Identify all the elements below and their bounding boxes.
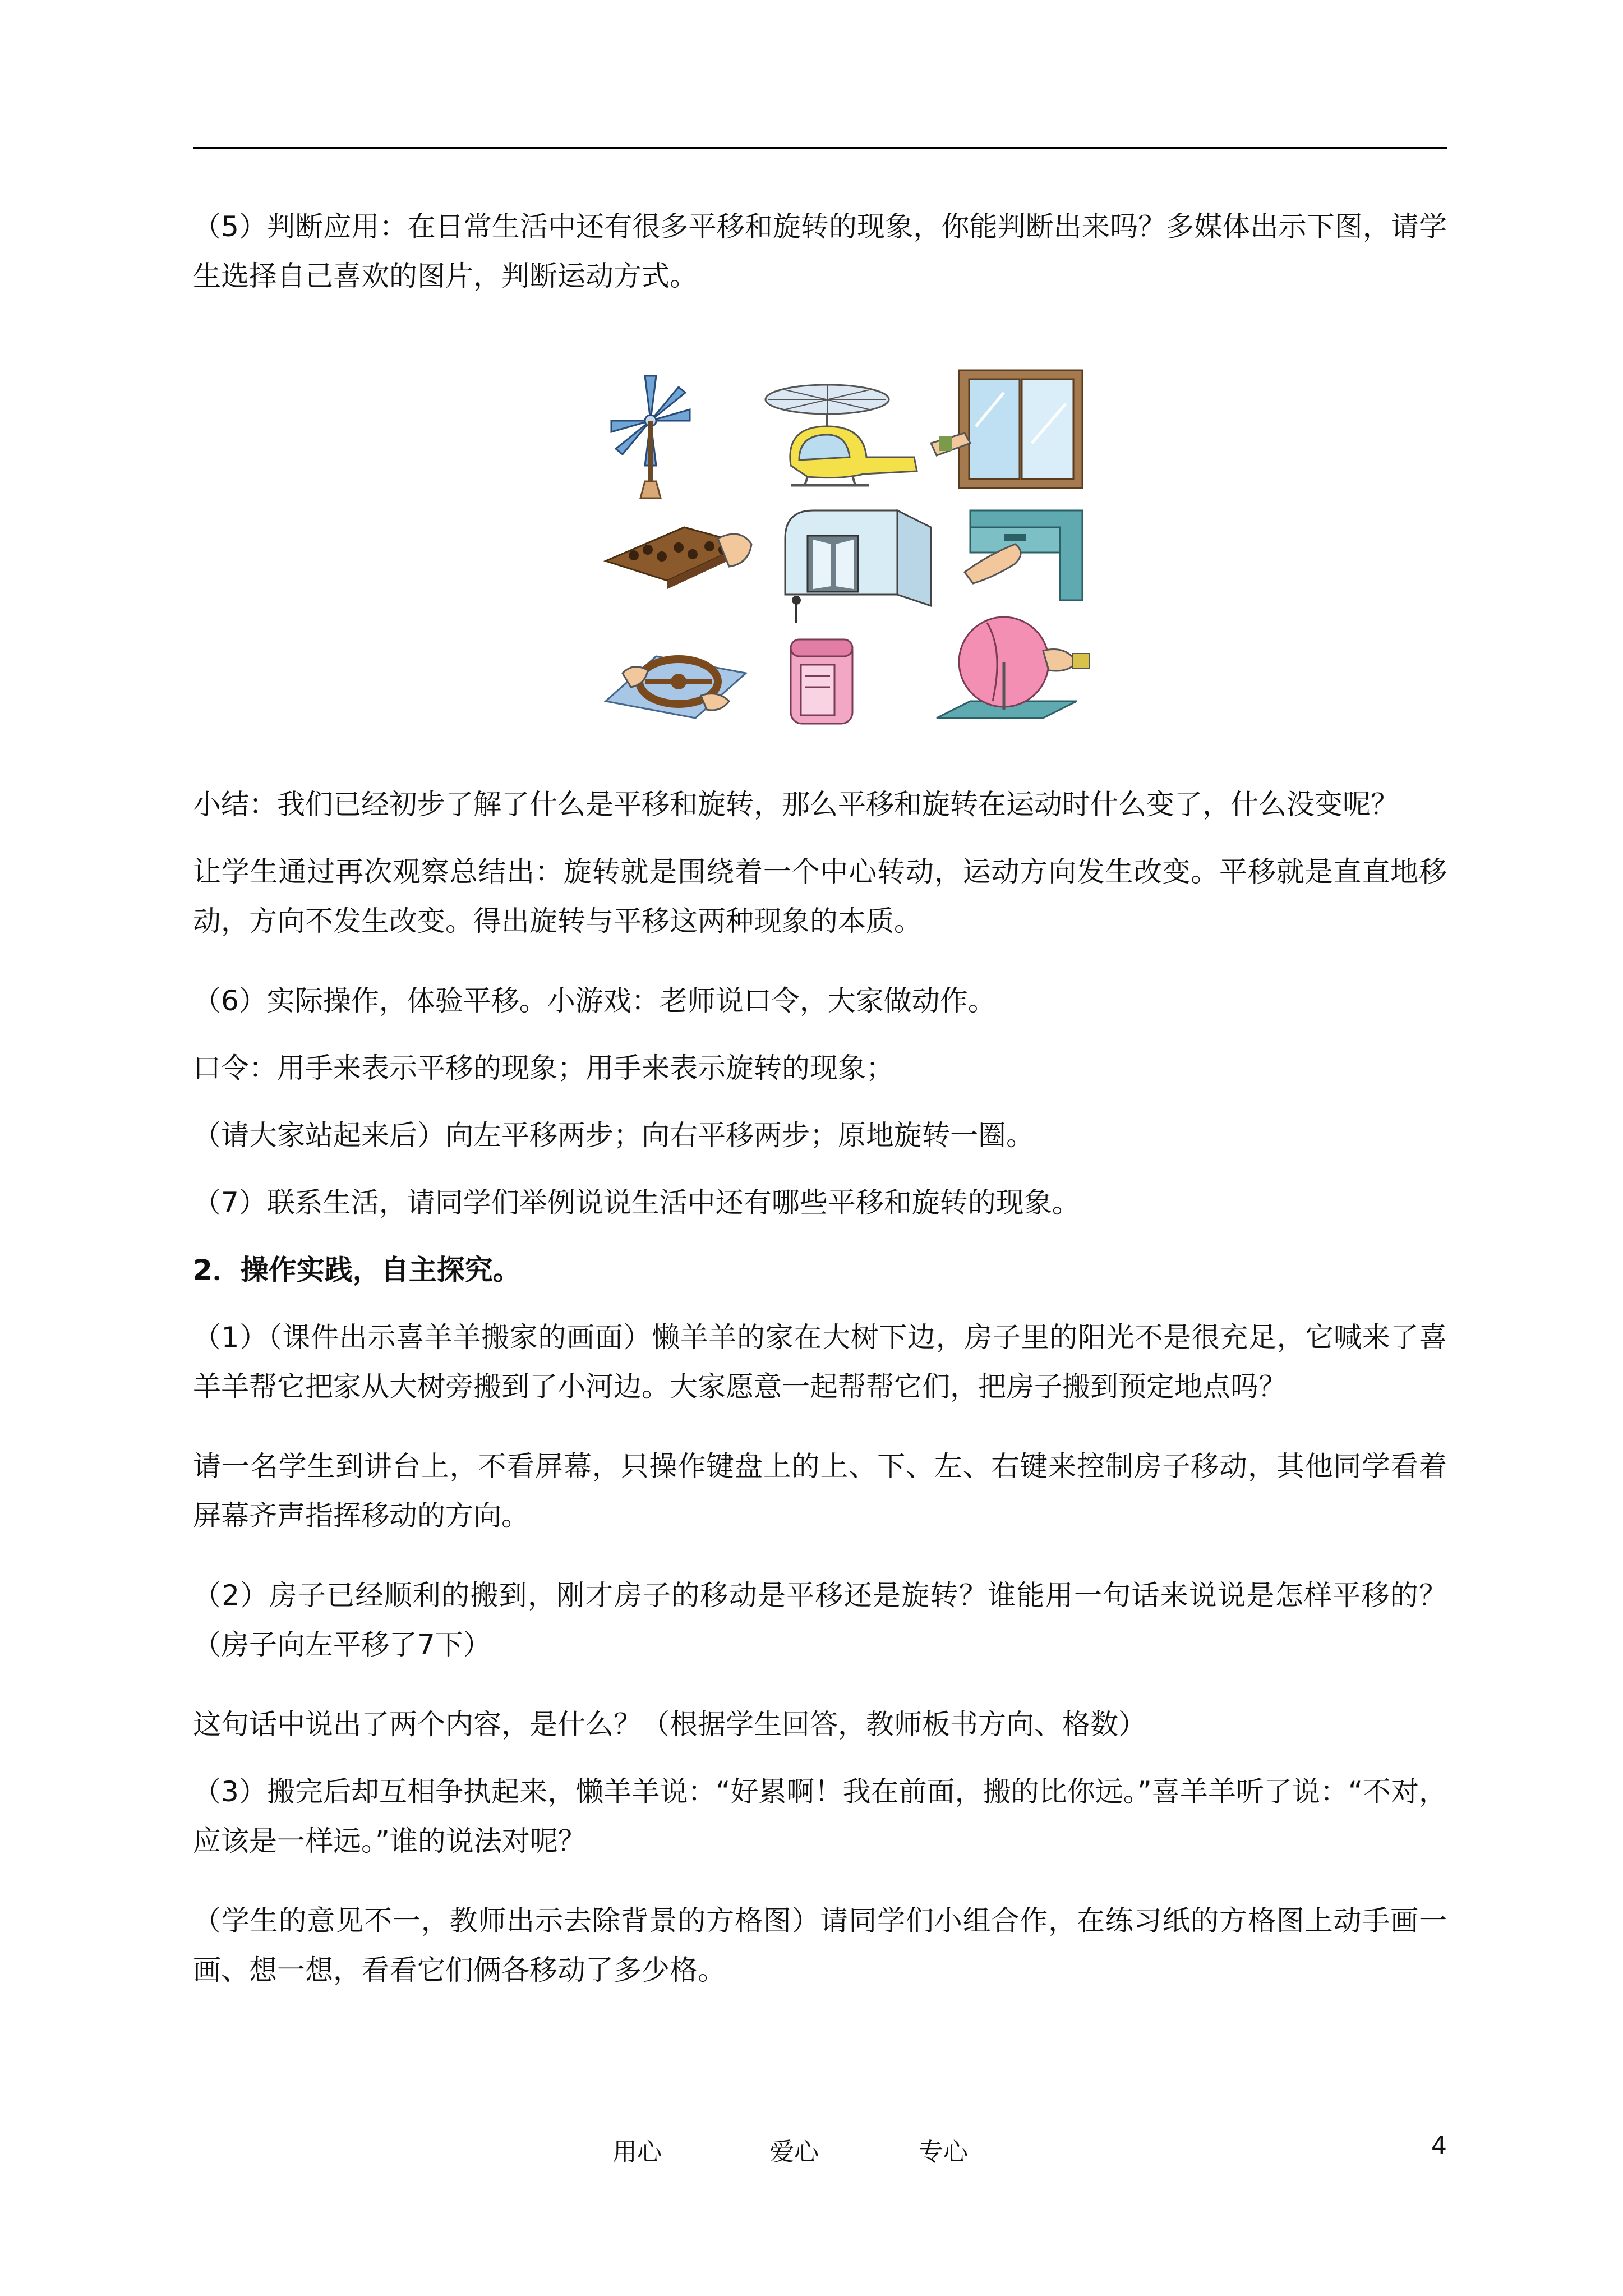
windmill-icon (611, 376, 690, 498)
abacus-icon (606, 527, 751, 589)
revolving-door-icon (785, 510, 931, 623)
drawer-icon (965, 510, 1082, 600)
cabinet-icon (791, 639, 852, 724)
footer-word-love: 爱心 (769, 2138, 819, 2166)
helicopter-icon (766, 385, 917, 485)
paragraph-two-contents: 这句话中说出了两个内容，是什么？（根据学生回答，教师板书方向、格数） (193, 1708, 1146, 1741)
paragraph-translation-question: （2）房子已经顺利的搬到，刚才房子的移动是平移还是旋转？谁能用一句话来说说是怎样平移的？（房子向左平移了7下） (193, 1579, 1447, 1661)
globe-icon (937, 617, 1089, 718)
motion-examples-figure (600, 359, 1094, 740)
paragraph-summary: 小结：我们已经初步了解了什么是平移和旋转，那么平移和旋转在运动时什么变了，什么没变呢？ (193, 788, 1399, 821)
footer-word-focus: 专心 (919, 2138, 968, 2166)
paragraph-command: 口令：用手来表示平移的现象；用手来表示旋转的现象； (193, 1052, 894, 1084)
paragraph-grid-activity: （学生的意见不一，教师出示去除背景的方格图）请同学们小组合作，在练习纸的方格图上动手画一画、想一想，看看它们俩各移动了多少格。 (193, 1904, 1447, 1986)
paragraph-judge-application: （5）判断应用：在日常生活中还有很多平移和旋转的现象，你能判断出来吗？多媒体出示下图，请学生选择自己喜欢的图片，判断运动方式。 (193, 210, 1447, 292)
footer-word-care: 用心 (612, 2138, 662, 2166)
paragraph-life-examples: （7）联系生活，请同学们举例说说生活中还有哪些平移和旋转的现象。 (193, 1186, 1080, 1219)
header-rule (193, 147, 1447, 149)
paragraph-argument: （3）搬完后却互相争执起来，懒羊羊说：“好累啊！我在前面，搬的比你远。”喜羊羊听了说：“不对，应该是一样远。”谁的说法对呢？ (193, 1775, 1447, 1857)
sliding-window-icon (931, 370, 1082, 488)
paragraph-actions: （请大家站起来后）向左平移两步；向右平移两步；原地旋转一圈。 (193, 1119, 1034, 1152)
paragraph-conclusion: 让学生通过再次观察总结出：旋转就是围绕着一个中心转动，运动方向发生改变。平移就是直直地移动，方向不发生改变。得出旋转与平移这两种现象的本质。 (193, 855, 1447, 937)
page-number: 4 (1431, 2132, 1447, 2160)
steering-wheel-icon (606, 656, 746, 718)
paragraph-practice: （6）实际操作，体验平移。小游戏：老师说口令，大家做动作。 (193, 984, 996, 1017)
paragraph-moving-house: （1）（课件出示喜羊羊搬家的画面）懒羊羊的家在大树下边，房子里的阳光不是很充足，它喊来了喜羊羊帮它把家从大树旁搬到了小河边。大家愿意一起帮帮它们，把房子搬到预定地点吗？ (193, 1321, 1447, 1403)
section-heading: 2．操作实践，自主探究。 (193, 1254, 521, 1286)
paragraph-keyboard-control: 请一名学生到讲台上，不看屏幕，只操作键盘上的上、下、左、右键来控制房子移动，其他同学看着屏幕齐声指挥移动的方向。 (193, 1450, 1447, 1532)
